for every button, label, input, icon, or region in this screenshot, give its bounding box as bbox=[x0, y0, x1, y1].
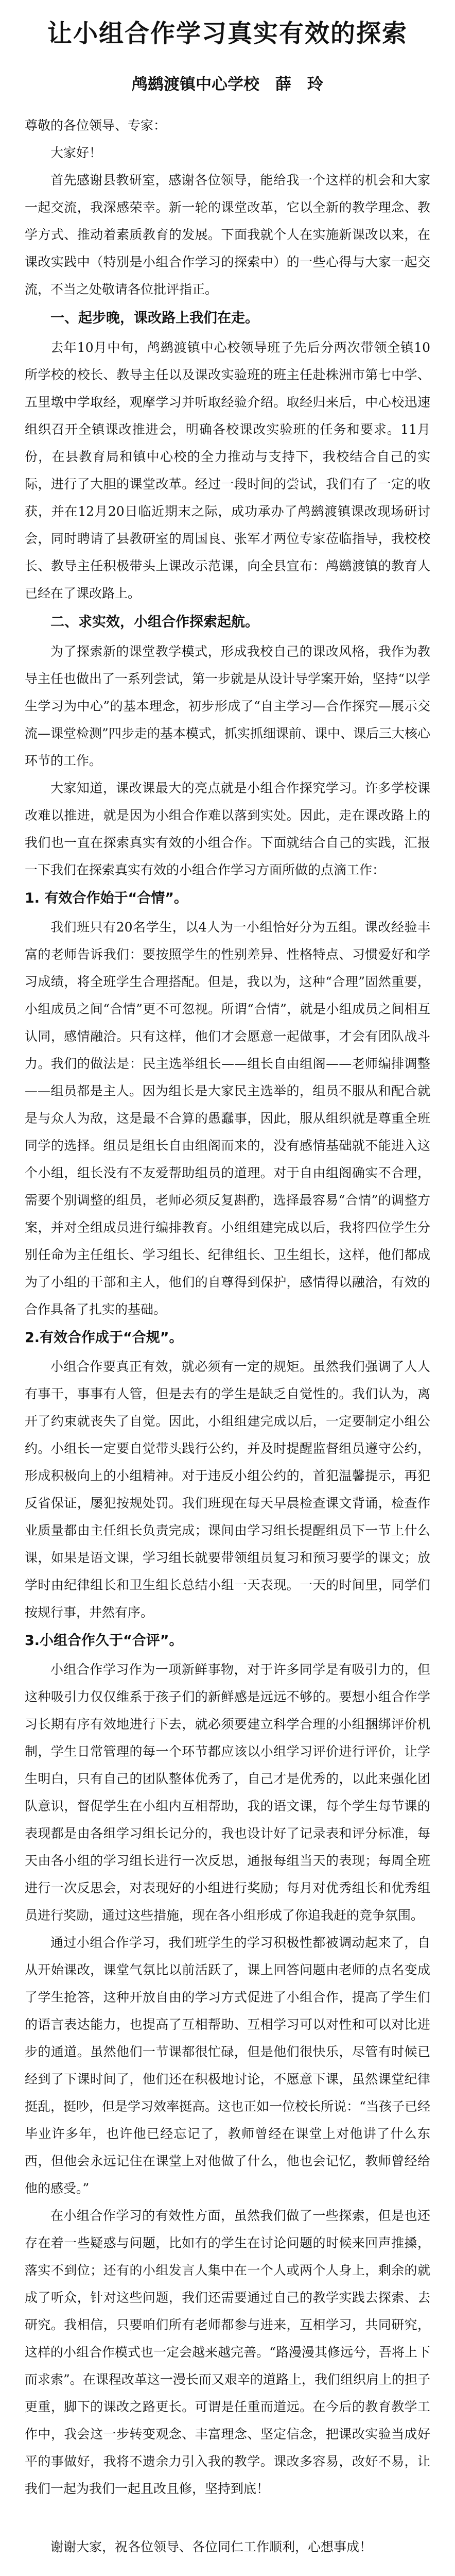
intro-paragraph: 首先感谢县教研室，感谢各位领导，能给我一个这样的机会和大家一起交流，我深感荣幸。新一轮的课堂改革，它以全新的教学理念、教学方式、推动着素质教育的发展。下面我就个人在实施新课改以来，在课改实践中（特别是小组合作学习的探索中）的一些心得与大家一起交流，不当之处敬请各位批评指正。 bbox=[25, 173, 430, 297]
document-title: 让小组合作学习真实有效的探索 bbox=[47, 19, 408, 48]
subheading-3: 3.小组合作久于“合评”。 bbox=[25, 1633, 183, 1649]
section1-paragraph: 去年10月中旬，鸬鹚渡镇中心校领导班子先后分两次带领全镇10所学校的校长、教导主任以及课改实验班的班主任赴株洲市第七中学、五里墩中学取经，观摩学习并听取经验介绍。取经归来后，中心校迅速组织召开全镇课改推进会，明确各校课改实验班的任务和要求。11月份，在县教育局和镇中心校的全力推动与支持下，我校结合自己的实际，进行了大胆的课堂改革。经过一段时间的尝试，我们有了一定的收获，并在12月20日临近期末之际，成功承办了鸬鹚渡镇课改现场研讨会，同时聘请了县教研室的周国良、张军才两位专家莅临指导，我校校长、教导主任积极带头上课改示范课，向全县宣布：鸬鹚渡镇的教育人已经在了课改路上。 bbox=[25, 340, 430, 601]
sub3-paragraph-2: 通过小组合作学习，我们班学生的学习积极性都被调动起来了，自从开始课改，课堂气氛比以前活跃了，课上回答问题由老师的点名变成了学生抢答，这种开放自由的学习方式促进了小组合作，提高了学生们的语言表达能力，也提高了互相帮助、互相学习可以对性和可以对比进步的通道。虽然他们一节课都很忙碌，但是他们很快乐，尽管有时候已经到了下课时间了，他们还在积极地讨论，不愿意下课，虽然课堂纪律挺乱，挺吵，但是学习效率挺高。这也正如一位校长所说：“当孩子已经毕业许多年，也许他已经忘记了，教师曾经在课堂上对他讲了什么东西，但他会永远记住在课堂上对他做了什么，他也会记忆，教师曾经给他的感受。” bbox=[25, 1935, 430, 2196]
author-line: 鸬鹚渡镇中心学校 薛 玲 bbox=[132, 75, 323, 94]
salutation: 尊敬的各位领导、专家： bbox=[25, 118, 167, 133]
sub3-paragraph-3: 在小组合作学习的有效性方面，虽然我们做了一些探索，但是也还存在着一些疑惑与问题，比如有的学生在讨论问题的时候来回声推搡，落实不到位；还有的小组发言人集中在一个人或两个人身上，剩余的就成了听众，针对这些问题，我们还需要通过自己的教学实践去探索、去研究。我相信，只要咱们所有老师都参与进来，互相学习，共同研究，这样的小组合作模式也一定会越来越完善。“路漫漫其修远兮，吾将上下而求索”。在课程改革这一漫长而又艰辛的道路上，我们组织肩上的担子更重，脚下的课改之路更长。可谓是任重而道远。在今后的教育教学工作中，我会这一步转变观念、丰富理念、坚定信念，把课改实验当成好平的事做好，我将不遗余力引入我的教学。课改多容易，改好不易，让我们一起为我们一起且改且修，坚持到底！ bbox=[25, 2208, 430, 2496]
sub2-paragraph: 小组合作要真正有效，就必须有一定的规矩。虽然我们强调了人人有事干，事事有人管，但是去有的学生是缺乏自觉性的。我们认为，离开了约束就丧失了自觉。因此，小组组建完成以后，一定要制定小组公约。小组长一定要自觉带头践行公约，并及时提醒监督组员遵守公约，形成积极向上的小组精神。对于违反小组公约的，首犯温馨提示，再犯反省保证，屡犯按规处罚。我们班现在每天早晨检查课文背诵，检查作业质量都由主任组长负责完成；课间由学习组长提醒组员下一节上什么课，如果是语文课，学习组长就要带领组员复习和预习要学的课文；放学时由纪律组长和卫生组长总结小组一天表现。一天的时间里，同学们按规行事，井然有序。 bbox=[25, 1359, 430, 1620]
subheading-1: 1. 有效合作始于“合情”。 bbox=[25, 890, 188, 906]
subheading-2: 2.有效合作成于“合规”。 bbox=[25, 1330, 183, 1346]
sub1-paragraph: 我们班只有20名学生，以4人为一小组恰好分为五组。课改经验丰富的老师告诉我们：要按照学生的性别差异、性格特点、习惯爱好和学习成绩，将全班学生合理搭配。但是，我以为，这种“合理”固然重要，小组成员之间“合情”更不可忽视。所谓“合情”，就是小组成员之间相互认同，感情融洽。只有这样，他们才会愿意一起做事，才会有团队战斗力。我们的做法是：民主选举组长——组长自由组阁——老师编排调整——组员都是主人。因为组长是大家民主选举的，组员不服从和配合就是与众人为敌，这是最不合算的愚蠢事，因此，服从组织就是尊重全班同学的选择。组员是组长自由组阁而来的，没有感情基础就不能进入这个小组，组长没有不友爱帮助组员的道理。对于自由组阁确实不合理，需要个别调整的组员，老师必须反复斟酌，选择最容易“合情”的调整方案，并对全组成员进行编排教育。小组组建完成以后，我将四位学生分别任命为主任组长、学习组长、纪律组长、卫生组长，这样，他们都成为了小组的干部和主人，他们的自尊得到保护，感情得以融洽，有效的合作具备了扎实的基础。 bbox=[25, 920, 430, 1317]
section-heading-1: 一、起步晚，课改路上我们在走。 bbox=[50, 310, 259, 326]
section-heading-2: 二、求实效，小组合作探索起航。 bbox=[50, 614, 259, 630]
sub3-paragraph-1: 小组合作学习作为一项新鲜事物，对于许多同学是有吸引力的，但这种吸引力仅仅维系于孩子们的新鲜感是远远不够的。要想小组合作学习长期有序有效地进行下去，就必须要建立科学合理的小组捆绑评价机制，学生日常管理的每一个环节都应该以小组学习评价进行评价，让学生明白，只有自己的团队整体优秀了，自己才是优秀的，以此来强化团队意识，督促学生在小组内互相帮助，我的语文课，每个学生每节课的表现都是由各组学习组长记分的，我也设计好了记录表和评分标准，每天由各小组的学习组长进行一次反思，通报每组当天的表现；每周全班进行一次反思会，对表现好的小组进行奖励；每月对优秀组长和优秀组员进行奖励，通过这些措施，现在各小组形成了你追我赶的竞争氛围。 bbox=[25, 1662, 430, 1923]
greeting: 大家好！ bbox=[50, 145, 102, 160]
document-page bbox=[25, 15, 430, 2576]
section2-paragraph-1: 为了探索新的课堂教学模式，形成我校自己的课改风格，我作为教导主任也做出了一系列尝试，第一步就是从设计导学案开始，坚持“以学生学习为中心”的基本理念，初步形成了“自主学习—合作探究—展示交流—课堂检测”四步走的基本模式，抓实抓细课前、课中、课后三大核心环节的工作。 bbox=[25, 644, 430, 768]
closing-line: 谢谢大家，祝各位领导、各位同仁工作顺利，心想事成！ bbox=[50, 2539, 373, 2554]
section2-paragraph-2: 大家知道，课改课最大的亮点就是小组合作探究学习。许多学校课改难以推进，就是因为小组合作难以落到实处。因此，走在课改路上的我们也一直在探索真实有效的小组合作。下面就结合自己的实践，汇报一下我们在探索真实有效的小组合作学习方面所做的点滴工作： bbox=[25, 781, 430, 877]
